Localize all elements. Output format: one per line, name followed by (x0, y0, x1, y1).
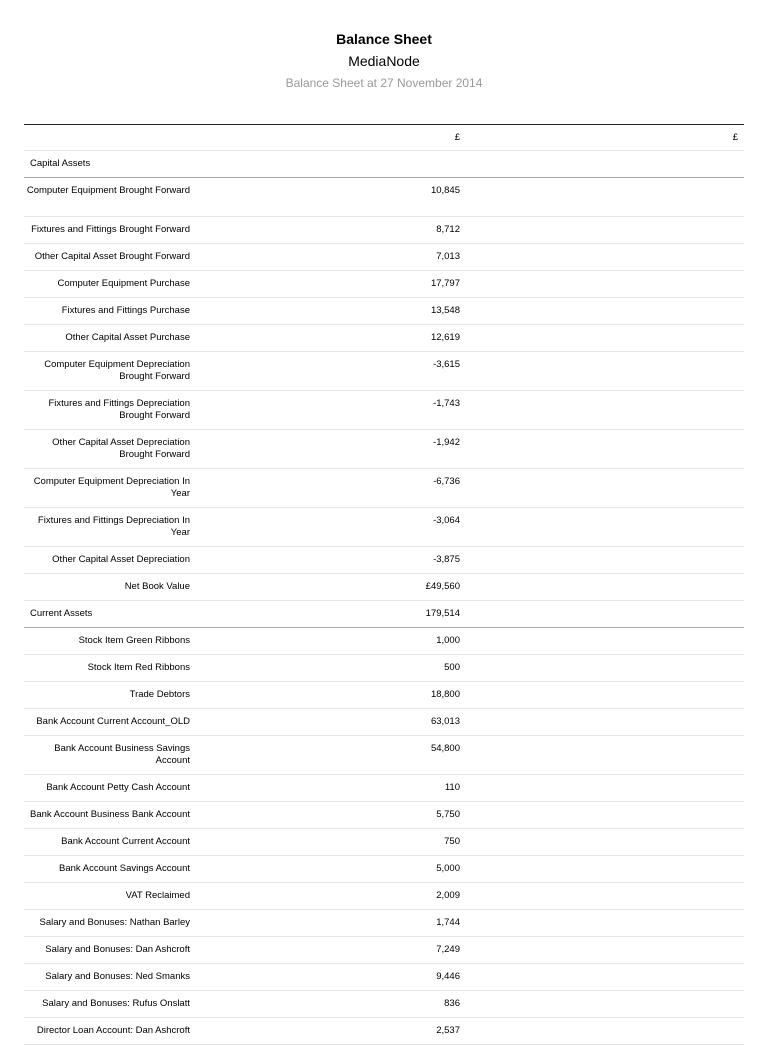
table-row (24, 964, 744, 991)
row-value: 5,000 (436, 863, 460, 874)
table-row (24, 430, 744, 469)
table-row (24, 937, 744, 964)
column-header-1: £ (454, 132, 460, 143)
row-value: 2,009 (436, 890, 460, 901)
row-value: 179,514 (425, 608, 460, 619)
row-label: Computer Equipment Depreciation Brought Forward (44, 359, 190, 382)
table-row (24, 829, 744, 856)
report-subtitle: Balance Sheet at 27 November 2014 (285, 76, 483, 90)
table-row (24, 856, 744, 883)
table-row (24, 991, 744, 1018)
row-value: -6,736 (433, 476, 460, 487)
table-row (24, 178, 744, 217)
row-label: Salary and Bonuses: Dan Ashcroft (45, 944, 190, 955)
row-label: Bank Account Savings Account (59, 863, 190, 874)
row-label: Director Loan Account: Dan Ashcroft (36, 1025, 190, 1036)
row-value: 7,249 (436, 944, 460, 955)
row-value: 18,800 (430, 689, 460, 700)
table-row (24, 352, 744, 391)
row-label: Salary and Bonuses: Rufus Onslatt (42, 998, 190, 1009)
row-label: Stock Item Red Ribbons (87, 662, 190, 673)
row-label: Stock Item Green Ribbons (78, 635, 190, 646)
table-row (24, 682, 744, 709)
section-row (24, 601, 744, 628)
row-value: -3,615 (433, 359, 460, 370)
table-row (24, 271, 744, 298)
table-row (24, 547, 744, 574)
row-value: 9,446 (436, 971, 460, 982)
table-row (24, 910, 744, 937)
row-value: 8,712 (436, 224, 460, 235)
table-row (24, 244, 744, 271)
row-value: 5,750 (436, 809, 460, 820)
row-value: -3,875 (433, 554, 460, 565)
table-row (24, 628, 744, 655)
table-body (24, 151, 744, 1045)
table-row (24, 574, 744, 601)
row-value: 1,744 (436, 917, 460, 928)
table-row (24, 736, 744, 775)
row-label: Salary and Bonuses: Nathan Barley (39, 917, 190, 928)
row-value: 10,845 (430, 185, 460, 196)
row-label: Fixtures and Fittings Purchase (61, 305, 190, 316)
row-value: 13,548 (430, 305, 460, 316)
table-row (24, 469, 744, 508)
table-row (24, 325, 744, 352)
section-label: Capital Assets (30, 158, 91, 169)
column-header-row (24, 125, 744, 151)
row-label: Fixtures and Fittings Depreciation In Year (37, 515, 190, 538)
row-label: Bank Account Business Bank Account (29, 809, 190, 820)
row-label: Other Capital Asset Purchase (65, 332, 190, 343)
row-label: VAT Reclaimed (125, 890, 190, 901)
row-label: Fixtures and Fittings Brought Forward (31, 224, 190, 235)
row-label: Bank Account Current Account_OLD (36, 716, 190, 727)
row-value: 54,800 (430, 743, 460, 754)
row-value: 63,013 (430, 716, 460, 727)
section-label: Current Assets (30, 608, 93, 619)
balance-sheet-table (24, 124, 744, 1045)
row-value: 500 (444, 662, 460, 673)
row-value: 12,619 (430, 332, 460, 343)
column-header-2: £ (732, 132, 738, 143)
row-value: -1,942 (433, 437, 460, 448)
row-value: 2,537 (436, 1025, 460, 1036)
table-row (24, 775, 744, 802)
table-row (24, 883, 744, 910)
row-label: Other Capital Asset Depreciation Brought Forward (52, 437, 190, 460)
section-row (24, 151, 744, 178)
row-label: Bank Account Petty Cash Account (46, 782, 190, 793)
table-row (24, 1018, 744, 1045)
table-row (24, 217, 744, 244)
row-label: Fixtures and Fittings Depreciation Brought Forward (48, 398, 190, 421)
company-name: MediaNode (348, 53, 420, 69)
row-value: 110 (444, 782, 460, 793)
row-label: Bank Account Current Account (61, 836, 190, 847)
row-label: Trade Debtors (129, 689, 190, 700)
table-row (24, 508, 744, 547)
row-value: -1,743 (433, 398, 460, 409)
row-label: Bank Account Business Savings Account (54, 743, 190, 766)
table-row (24, 655, 744, 682)
row-value: 1,000 (436, 635, 460, 646)
row-label: Computer Equipment Brought Forward (26, 185, 190, 196)
row-label: Net Book Value (124, 581, 190, 592)
row-value: -3,064 (433, 515, 460, 526)
row-label: Computer Equipment Depreciation In Year (33, 476, 190, 499)
row-value: 750 (444, 836, 460, 847)
row-label: Other Capital Asset Brought Forward (34, 251, 190, 262)
row-label: Computer Equipment Purchase (57, 278, 190, 289)
row-value: 836 (444, 998, 460, 1009)
table-row (24, 709, 744, 736)
row-label: Salary and Bonuses: Ned Smanks (45, 971, 190, 982)
row-value: 17,797 (430, 278, 460, 289)
table-row (24, 391, 744, 430)
table-row (24, 298, 744, 325)
row-value: £49,560 (425, 581, 460, 592)
report-title: Balance Sheet (336, 31, 432, 47)
table-row (24, 802, 744, 829)
row-label: Other Capital Asset Depreciation (52, 554, 190, 565)
row-value: 7,013 (436, 251, 460, 262)
